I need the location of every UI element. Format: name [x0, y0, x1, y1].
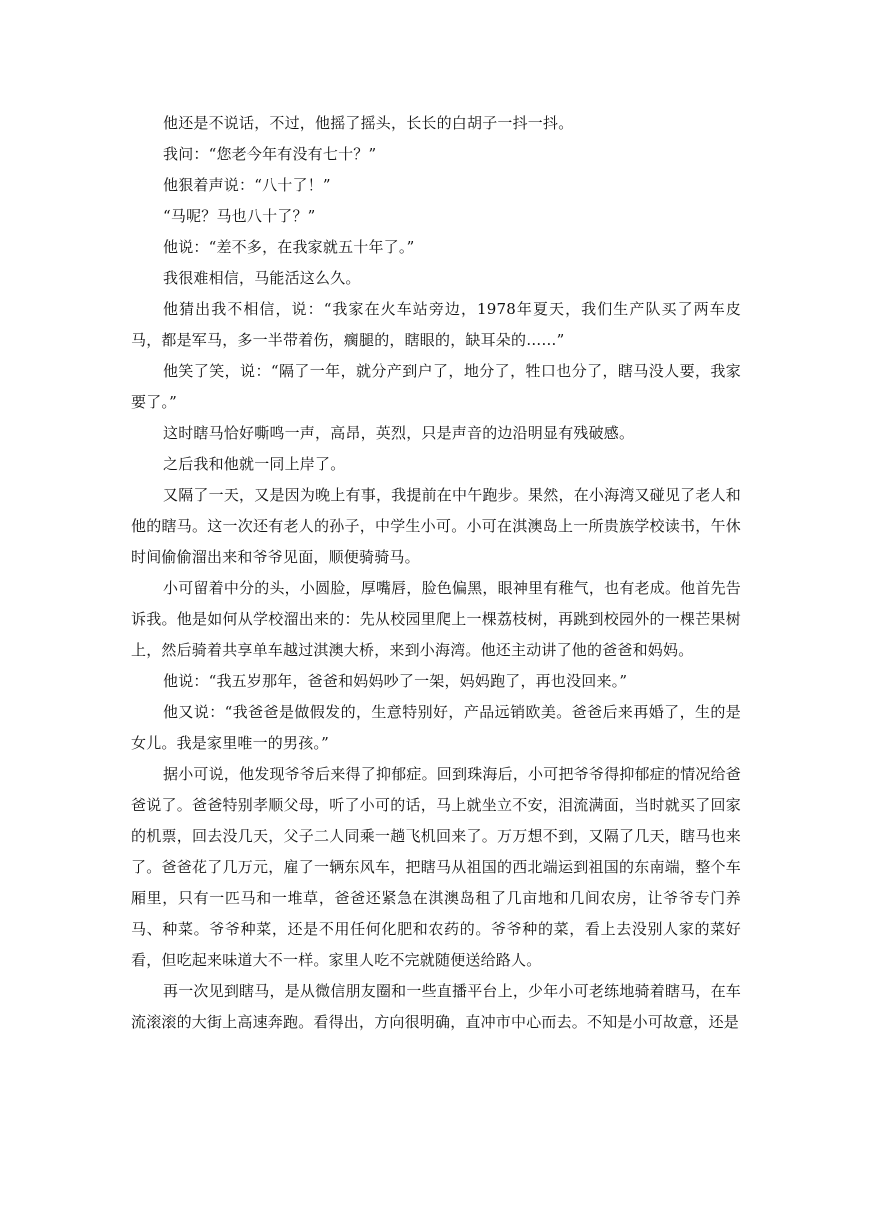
paragraph: 之后我和他就一同上岸了。 — [163, 455, 346, 473]
document-body — [131, 108, 741, 1038]
paragraph: 据小可说，他发现爷爷后来得了抑郁症。回到珠海后，小可把爷爷得抑郁症的情况给爸爸说了。爸爸特别孝顺父母，听了小可的话，马上就坐立不安，泪流满面，当时就买了回家的机票，回去没几天，父子二人同乘一趟飞机回来了。万万想不到，又隔了几天，瞎马也来了。爸爸花了几万元，雇了一辆东风车，把瞎马从祖国的西北端运到祖国的东南端，整个车厢里，只有一匹马和一堆草，爸爸还紧急在淇澳岛租了几亩地和几间农房，让爷爷专门养马、种菜。爷爷种菜，还是不用任何化肥和农药的。爷爷种的菜，看上去没别人家的菜好看，但吃起来味道大不一样。家里人吃不完就随便送给路人。 — [131, 765, 741, 969]
paragraph: 又隔了一天，又是因为晚上有事，我提前在中午跑步。果然，在小海湾又碰见了老人和他的瞎马。这一次还有老人的孙子，中学生小可。小可在淇澳岛上一所贵族学校读书，午休时间偷偷溜出来和爷爷见面，顺便骑骑马。 — [131, 486, 741, 566]
paragraph: 再一次见到瞎马，是从微信朋友圈和一些直播平台上，少年小可老练地骑着瞎马，在车流滚滚的大街上高速奔跑。看得出，方向很明确，直冲市中心而去。不知是小可故意，还是 — [131, 982, 741, 1031]
paragraph: 这时瞎马恰好嘶鸣一声，高昂，英烈，只是声音的边沿明显有残破感。 — [163, 424, 635, 442]
paragraph: 他又说：“我爸爸是做假发的，生意特别好，产品远销欧美。爸爸后来再婚了，生的是女儿。我是家里唯一的男孩。” — [131, 703, 741, 752]
paragraph: 他还是不说话，不过，他摇了摇头，长长的白胡子一抖一抖。 — [163, 114, 574, 132]
paragraph: 他说：“差不多，在我家就五十年了。” — [163, 238, 415, 256]
paragraph: 我问：“您老今年有没有七十？” — [163, 145, 377, 163]
paragraph: 他笑了笑，说：“隔了一年，就分产到户了，地分了，牲口也分了，瞎马没人要，我家要了。” — [131, 362, 741, 411]
paragraph: 他说：“我五岁那年，爸爸和妈妈吵了一架，妈妈跑了，再也没回来。” — [163, 672, 628, 690]
paragraph: 他猜出我不相信，说：“我家在火车站旁边，1978年夏天，我们生产队买了两车皮马，都是军马，多一半带着伤，瘸腿的，瞎眼的，缺耳朵的……” — [131, 300, 741, 349]
paragraph: 小可留着中分的头，小圆脸，厚嘴唇，脸色偏黑，眼神里有稚气，也有老成。他首先告诉我。他是如何从学校溜出来的：先从校园里爬上一棵荔枝树，再跳到校园外的一棵芒果树上，然后骑着共享单车越过淇澳大桥，来到小海湾。他还主动讲了他的爸爸和妈妈。 — [131, 579, 741, 659]
paragraph: 他狠着声说：“八十了！” — [163, 176, 331, 194]
paragraph: “马呢？马也八十了？” — [163, 207, 316, 225]
paragraph: 我很难相信，马能活这么久。 — [163, 269, 361, 287]
